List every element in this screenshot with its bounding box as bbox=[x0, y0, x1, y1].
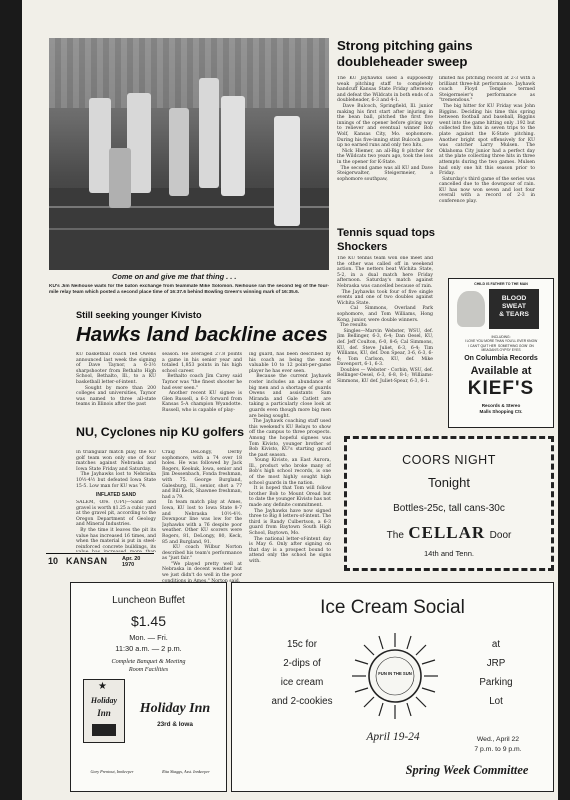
kiefs-tag: CHILD IS FATHER TO THE MAN bbox=[474, 282, 528, 286]
icecream-sponsor: Spring Week Committee bbox=[405, 763, 529, 777]
folio-page: 10 bbox=[48, 556, 59, 566]
holiday-sign2: Inn bbox=[97, 708, 111, 718]
hawks-col3: ing guard, has been described by his coach as being the most valuable 10 to 12 point-per-game player he has ever seen. Because the current Jayhawk roster includes an abundance of big men and a shortage of guards Owens and assistants Sam Miranda and Gale Catlett are taking a particularly close look at guards even though more big men are being sought. The Jayhawk coaching staff used this weekend's KU Relays to show off the campus to three prospects. Among the hopeful signees was Tom Kivisto, younger brother of Bob Kivisto, KU's starting guard the past season. Young Kivisto, an East Aurora, Ill., product who broke many of Bob's high school records, is one of the most highly sought high school guards in the nation. It is hoped that Tom will follow brother Bob to Mount Oread but to date the younger Kivisto has not made any definite commitment. The Jayhawks have now signed three to Big 8 letters-of-intent. The third is Randy Culbertson, a 6-3 guard from Baytown South High School, Baytown, Mo. The national letter-of-intent day is May 6. Only after signing on that day is a prospect bound to attend only the school he signs with. bbox=[249, 352, 331, 564]
golf-col1: In triangular match play, the KU golf team won only one of four matches against Nebraska and Iowa State Friday and Saturday. The Jayhawks lost to Nebraska 10½-4½ but defeated Iowa State 15-5. Low man for KU was 74. bbox=[76, 450, 156, 489]
coors-cellar: CELLAR bbox=[408, 523, 486, 542]
newspaper-page bbox=[22, 0, 558, 800]
holiday-inn-ad bbox=[70, 582, 227, 792]
pitching-col2: limited his pitching record at 2-3 with a brilliant three-hit performance. Jayhawk coach Floyd Temple termed Steigermeier's performance as "tremendous." The big hitter for KU Friday was John Biggins. Deciding his time this spring between football and baseball, Biggins went into the game hitting only .192 but collected five hits in seven trips to the plate against the K-State pitching. Another bright spot offensively for KU was catcher Larry Mulsen. The Oklahoma City junior had a perfect day at the plate collecting three hits in three attempts during the two games. Mulsen had only one hit this season prior to Friday. Saturday's third game of the series was cancelled due to the downpour of rain. KU has now won seven and lost four overall with a record of 2-3 in conference play. bbox=[439, 76, 535, 205]
folio bbox=[46, 553, 154, 572]
kiefs-columbia: On Columbia Records bbox=[464, 355, 538, 362]
icecream-times: Wed., April 22 7 p.m. to 9 p.m. bbox=[474, 736, 522, 753]
hawks-headline: Hawks land backline aces bbox=[76, 323, 328, 346]
album-line2: SWEAT bbox=[501, 303, 527, 310]
pitching-col1: The KU Jayhawks used a supposedly weak pitching staff to completely handcuff Kansas State Friday afternoon and defeat the Wildcats in both ends of a doubleheader, 6-3 and 4-1. Dave Bulcoch, Springfield, Ill. junior making his first start after injuring in the bean ball, pitched the first five innings of the opener before giving way to reliever and eventual winner Bob Wolf, Kansas City, Mo. sophomore. During his five-inning stint Bulcoch gave up no earned runs and only two hits. Nick Hiemer, an all-Big 8 pitcher for the Wildcats two years ago, took the loss in the opener for K-State. The second game was all KU and Dave Steigerwalter, Steigermeier, a sophomore southpaw, bbox=[337, 76, 433, 182]
kiefs-available: Available at bbox=[470, 365, 532, 377]
holiday-price: $1.45 bbox=[130, 613, 167, 629]
hawks-col1: KU basketball coach Ted Owens announced last week the signing of Dave Taynor, a 6-3½ sharpshooter from Bethalto High School, Bethalto, Ill., to a KU basketball letter-of-intent. Sought by more than 200 colleges and universities, Taynor was named to three all-state teams in Illinois after the past bbox=[76, 352, 156, 408]
coors-line3: Bottles-25c, tall cans-30c bbox=[393, 503, 505, 514]
kiefs-songs: INCLUDING: I LOVE YOU MORE THAN YOU'LL EVER KNOW I CAN'T QUIT HER SOMETHING GOIN' ON MEAGAN'S GYPSY EYES bbox=[464, 335, 538, 352]
golf-headline: NU, Cyclones nip KU golfers bbox=[76, 425, 244, 439]
icecream-dates: April 19-24 bbox=[366, 731, 420, 743]
holiday-script: Holiday Inn bbox=[139, 701, 211, 716]
icecream-left4: and 2-cookies bbox=[271, 696, 333, 707]
icecream-ad bbox=[231, 582, 554, 792]
icecream-left3: ice cream bbox=[280, 677, 324, 688]
photo-caption-text: KU's Jim Neihouse waits for the baton exchange from teammate Mike Solomon. Neihouse ran the second leg of the four-mile relay team which posted a second place time of 16:37.6 behind Bowling Green's winning mark of 16:35.6. bbox=[49, 284, 329, 295]
coors-cellar-line bbox=[347, 523, 551, 543]
folio-date: Apr. 20 1970 bbox=[122, 556, 141, 568]
coors-address: 14th and Tenn. bbox=[423, 549, 475, 558]
kiefs-portrait bbox=[457, 291, 485, 327]
holiday-sign1: Holiday bbox=[90, 696, 118, 705]
album-line3: & TEARS bbox=[499, 311, 529, 318]
holiday-staff-left: Gary Prentout, Innkeeper bbox=[90, 769, 134, 774]
tennis-text: The KU tennis team won one meet and the other was called off in weekend action. The netters beat Wichita State, 5-2, in a dual match here Friday afternoon. Saturday's match against Nebraska was cancelled because of rain. The Jayhawks took four of five single events and one of two doubles against Wichita State. Cal Simmons, Overland Park sophomore, and Tom Williams, Hong Kong, junior, were double winners. The results: Singles—Marvin Webster, WSU, def. Jim Bellinger, 6-3, 6-4; Dan Oesel, KU, def. Jeff Coulton, 6-0, 8-6; Cal Simmons, KU, def. Steve Juliet, 6-3, 6-4; Tim Williams, KU, def. Don Spear, 3-6, 6-3, 6-4; Tom Carlson, KU, def. Mike Davenport, 6-1, 6-3. Doubles — Webster - Corbin, WSU, def. Bellinger-Oesel, 6-3, 6-8, 8-1; Williams-Simmons, KU def. Juliet-Spear, 6-3, 6-1. bbox=[337, 256, 433, 385]
kiefs-footer: Records & Stereo Malls Shopping Ctr. bbox=[479, 403, 523, 414]
coors-line1: COORS NIGHT bbox=[402, 453, 496, 467]
kiefs-store: KIEF'S bbox=[467, 378, 535, 399]
kiefs-album-cover bbox=[489, 289, 539, 329]
icecream-right bbox=[448, 635, 544, 711]
holiday-days: Mon. — Fri. bbox=[129, 633, 168, 642]
photo-caption-title: Come on and give me that thing . . . bbox=[112, 272, 237, 281]
icecream-right4: Lot bbox=[489, 696, 503, 707]
icecream-right2: JRP bbox=[486, 658, 506, 669]
pitching-headline: Strong pitching gains doubleheader sweep bbox=[337, 38, 473, 69]
coors-door: Door bbox=[489, 530, 512, 541]
kivisto-kicker: Still seeking younger Kivisto bbox=[76, 310, 202, 320]
holiday-sign bbox=[83, 679, 125, 743]
holiday-address: 23rd & Iowa bbox=[157, 721, 193, 728]
holiday-star-icon: ★ bbox=[98, 681, 107, 692]
golf-col1b: SALEM, Ore. (UPI)—Sand and gravel is worth $1.25 a cubic yard at the gravel pit, according to the Oregon Department of Geology and Mineral Industries. By the time it leaves the pit its value has increased 16 times, and when the material is put in steel-reinforced concrete buildings, its bbox=[76, 500, 156, 550]
icecream-right3: Parking bbox=[479, 677, 513, 688]
tennis-headline: Tennis squad tops Shockers bbox=[337, 227, 435, 253]
kiefs-ad bbox=[448, 278, 554, 428]
holiday-staff-right: Rita Skaggs, Asst. Innkeeper bbox=[162, 769, 210, 774]
sun-icon bbox=[350, 631, 440, 721]
album-line1: BLOOD bbox=[501, 295, 527, 302]
golf-subhead: INFLATED SAND bbox=[96, 492, 136, 498]
coors-ad bbox=[344, 436, 554, 571]
hawks-col2: season. He averaged 27.8 points a game in his senior year and totaled 1,853 points in his high school career. Bethalto coach Jim Carey said Taynor was "the finest shooter he had ever seen." Another recent KU signee is Glen Russell, a 6-3 forward from Kansas 5-A champion Wyandotte. Russell, who is capable of play- bbox=[162, 352, 242, 413]
icecream-left bbox=[252, 635, 352, 711]
holiday-title: Luncheon Buffet bbox=[112, 595, 185, 606]
folio-paper: KANSAN bbox=[66, 556, 108, 566]
sun-illustration bbox=[350, 631, 440, 721]
coors-line2: Tonight bbox=[428, 475, 470, 490]
sun-text: FUN IN THE SUN bbox=[378, 671, 412, 676]
coors-the: The bbox=[386, 530, 404, 541]
relay-photo bbox=[49, 38, 329, 270]
icecream-left1: 15c for bbox=[287, 639, 317, 650]
golf-col2: Craig DeLongy, Derby sophomore, with a 74 over 18 holes. He was followed by Jack Rogers, Keokuk, Iowa, senior and Jim Dessenbach, Fonda freshman, with 75. George Burgland, Galesburg, Ill., senior, shot a 77 and Bill Keck, Shawnee freshman, had a 79. In team match play at Ames, Iowa, KU lost to Iowa State 8-7 and Nebraska 10½-4½. Downpour line was low for the Jayhawks with a 76 despite poor weather. Other KU scorers were Rogers, 81, DeLongy, 80, Keck, 85 and Burgland, 91. KU coach Wilbur Norton described his team's performance as "just fair." "We played pretty well at Nebraska in decent weather but we just didn't do well in the poor conditions in Ames," Norton said. bbox=[162, 450, 242, 582]
icecream-left2: 2-dips of bbox=[283, 658, 321, 669]
holiday-hours: 11:30 a.m. — 2 p.m. bbox=[115, 644, 182, 653]
icecream-title: Ice Cream Social bbox=[320, 597, 465, 618]
holiday-complete: Complete Banquet & Meeting Room Facilities bbox=[111, 658, 186, 673]
icecream-right1: at bbox=[491, 639, 501, 650]
